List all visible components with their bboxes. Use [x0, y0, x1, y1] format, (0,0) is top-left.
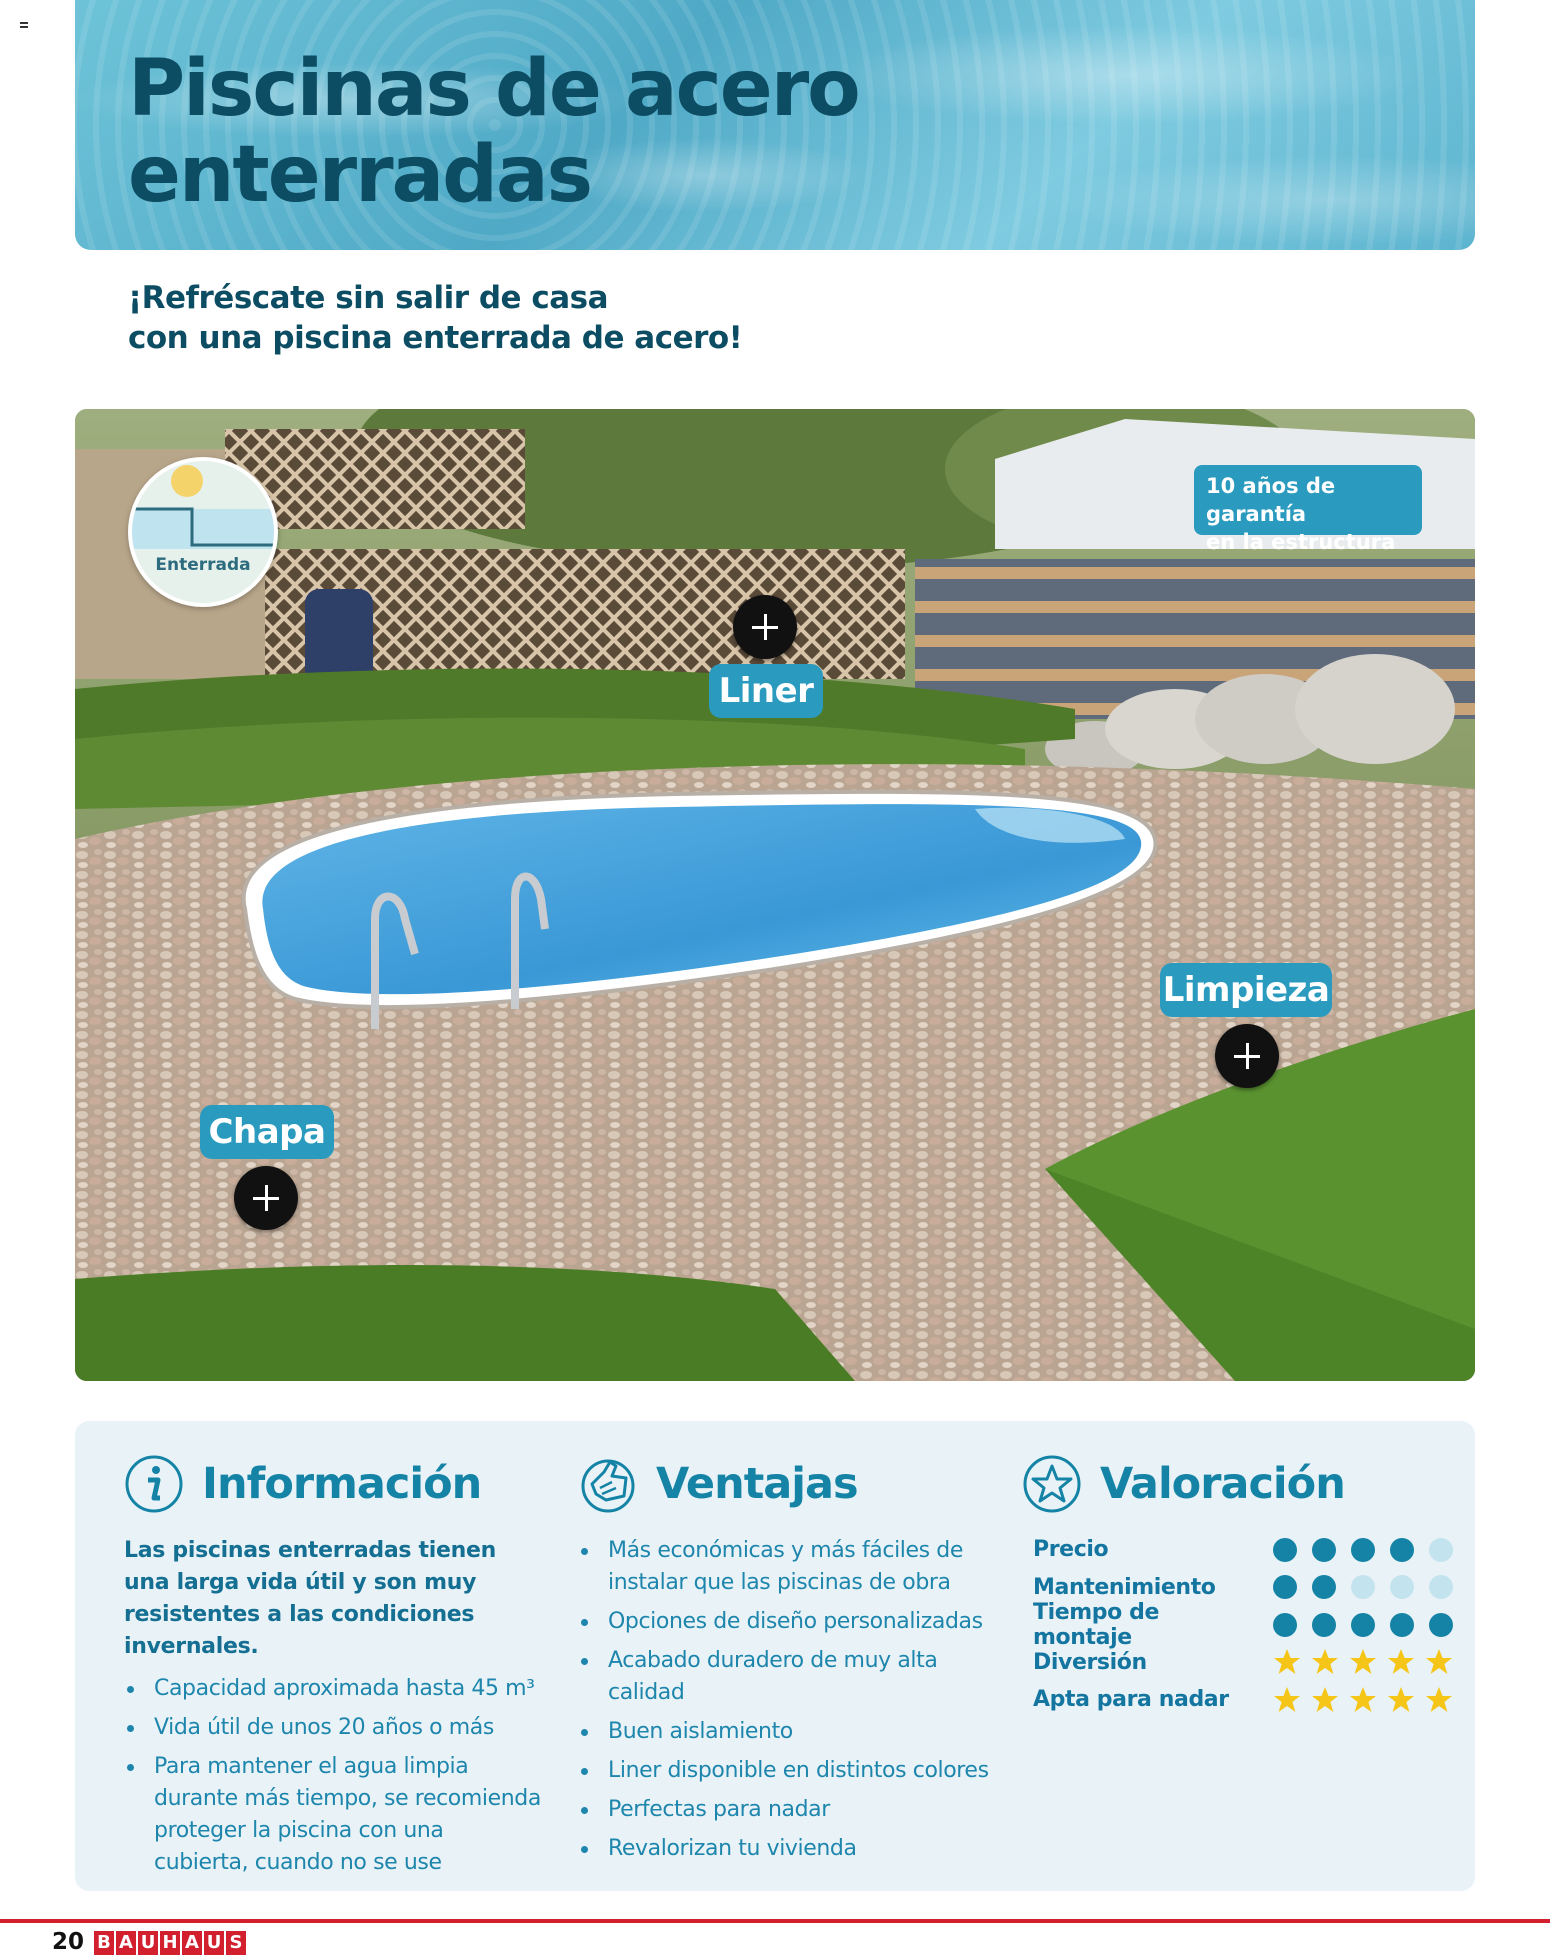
list-item: Más económicas y más fáciles de instalar que las piscinas de obra	[578, 1535, 1008, 1599]
subtitle	[128, 278, 742, 358]
star-badge-icon	[1022, 1454, 1082, 1514]
list-item: Perfectas para nadar	[578, 1794, 1008, 1826]
list-item: Capacidad aproximada hasta 45 m³	[124, 1673, 544, 1705]
list-item: Para mantener el agua limpia durante más tiempo, se recomienda proteger la piscina con una cubierta, cuando no se use	[124, 1751, 544, 1879]
rating-row	[1033, 1644, 1453, 1682]
rating-label-tiempo-montaje: Tiempo de montaje	[1033, 1599, 1159, 1650]
hotspot-chapa-plus-icon[interactable]	[234, 1166, 298, 1230]
star-icon	[1349, 1686, 1377, 1714]
title-line-2: enterradas	[128, 130, 592, 220]
brand-letter: A	[116, 1931, 136, 1955]
rating-column	[1022, 1449, 1453, 1719]
info-heading: Información	[202, 1459, 482, 1509]
list-item: Buen aislamiento	[578, 1716, 1008, 1748]
info-header	[124, 1449, 544, 1519]
rating-dot-filled	[1273, 1613, 1297, 1637]
hero-banner	[75, 0, 1475, 250]
brand-letter: B	[94, 1931, 114, 1955]
rating-header	[1022, 1449, 1453, 1519]
star-icon	[1273, 1648, 1301, 1676]
rating-dot-filled	[1351, 1613, 1375, 1637]
list-item: Liner disponible en distintos colores	[578, 1755, 1008, 1787]
rating-dot-filled	[1312, 1575, 1336, 1599]
rating-dot-filled	[1273, 1575, 1297, 1599]
title-line-1: Piscinas de acero	[128, 44, 859, 134]
brand-letter: U	[204, 1931, 224, 1955]
rating-row	[1033, 1681, 1453, 1719]
info-list	[124, 1673, 544, 1879]
list-item: Opciones de diseño personalizadas	[578, 1606, 1008, 1638]
rating-dot-empty	[1390, 1575, 1414, 1599]
hotspot-chapa-label[interactable]: Chapa	[200, 1105, 334, 1159]
info-icon	[124, 1454, 184, 1514]
list-item: Revalorizan tu vivienda	[578, 1833, 1008, 1865]
rating-list	[1033, 1531, 1453, 1719]
rating-dot-filled	[1312, 1538, 1336, 1562]
hotspot-liner-plus-icon[interactable]	[733, 595, 797, 659]
page-number: 20	[52, 1929, 85, 1955]
page-title	[128, 46, 859, 218]
advantages-column	[578, 1449, 1008, 1872]
advantages-header	[578, 1449, 1008, 1519]
rating-dot-filled	[1429, 1613, 1453, 1637]
rating-dot-filled	[1351, 1538, 1375, 1562]
hotspot-liner-label[interactable]: Liner	[709, 664, 823, 718]
star-icon	[1349, 1648, 1377, 1676]
rating-row	[1033, 1531, 1453, 1569]
info-column	[124, 1449, 544, 1886]
rating-dot-empty	[1429, 1575, 1453, 1599]
rating-dot-filled	[1390, 1613, 1414, 1637]
star-icon	[1311, 1686, 1339, 1714]
brand-letter: H	[160, 1931, 180, 1955]
rating-label-diversion: Diversión	[1033, 1649, 1147, 1675]
rating-row	[1033, 1599, 1453, 1650]
rating-marks	[1258, 1538, 1453, 1562]
star-icon	[1387, 1648, 1415, 1676]
star-icon	[1273, 1686, 1301, 1714]
info-lead: Las piscinas enterradas tienen una larga vida útil y son muy resistentes a las condiciones invernales.	[124, 1538, 496, 1659]
rating-dot-filled	[1273, 1538, 1297, 1562]
subtitle-line-1: ¡Refréscate sin salir de casa	[128, 280, 609, 316]
rating-label-apta-nadar: Apta para nadar	[1033, 1687, 1229, 1713]
star-icon	[1425, 1686, 1453, 1714]
advantages-heading: Ventajas	[656, 1459, 858, 1509]
badge-label: Enterrada	[155, 555, 251, 575]
star-icon	[1425, 1648, 1453, 1676]
subtitle-line-2: con una piscina enterrada de acero!	[128, 320, 743, 356]
guarantee-line-1: 10 años de garantía	[1206, 474, 1336, 526]
star-icon	[1387, 1686, 1415, 1714]
list-item: Acabado duradero de muy alta calidad	[578, 1645, 1008, 1709]
brand-letter: U	[138, 1931, 158, 1955]
brand-letter: S	[226, 1931, 246, 1955]
rating-marks	[1258, 1613, 1453, 1637]
rating-heading: Valoración	[1100, 1459, 1345, 1509]
rating-label-mantenimiento: Mantenimiento	[1033, 1574, 1216, 1600]
guarantee-badge	[1194, 465, 1422, 554]
corner-mark	[20, 22, 28, 28]
info-panel	[75, 1421, 1475, 1891]
rating-dot-empty	[1351, 1575, 1375, 1599]
pool-type-badge	[128, 457, 278, 607]
footer-divider	[0, 1919, 1550, 1923]
guarantee-line-2: en la estructura	[1206, 530, 1396, 554]
rating-marks	[1263, 1686, 1453, 1714]
rating-label-precio: Precio	[1033, 1537, 1109, 1563]
thumbs-up-icon	[578, 1454, 638, 1514]
hotspot-limpieza-plus-icon[interactable]	[1215, 1024, 1279, 1088]
inground-pool-icon	[132, 461, 274, 603]
rating-dot-empty	[1429, 1538, 1453, 1562]
advantages-list	[578, 1535, 1008, 1865]
brand-letter: A	[182, 1931, 202, 1955]
rating-dot-filled	[1390, 1538, 1414, 1562]
rating-marks	[1263, 1648, 1453, 1676]
hotspot-limpieza-label[interactable]: Limpieza	[1160, 963, 1332, 1017]
rating-marks	[1258, 1575, 1453, 1599]
list-item: Vida útil de unos 20 años o más	[124, 1712, 544, 1744]
star-icon	[1311, 1648, 1339, 1676]
rating-dot-filled	[1312, 1613, 1336, 1637]
brand-logo	[94, 1931, 248, 1955]
